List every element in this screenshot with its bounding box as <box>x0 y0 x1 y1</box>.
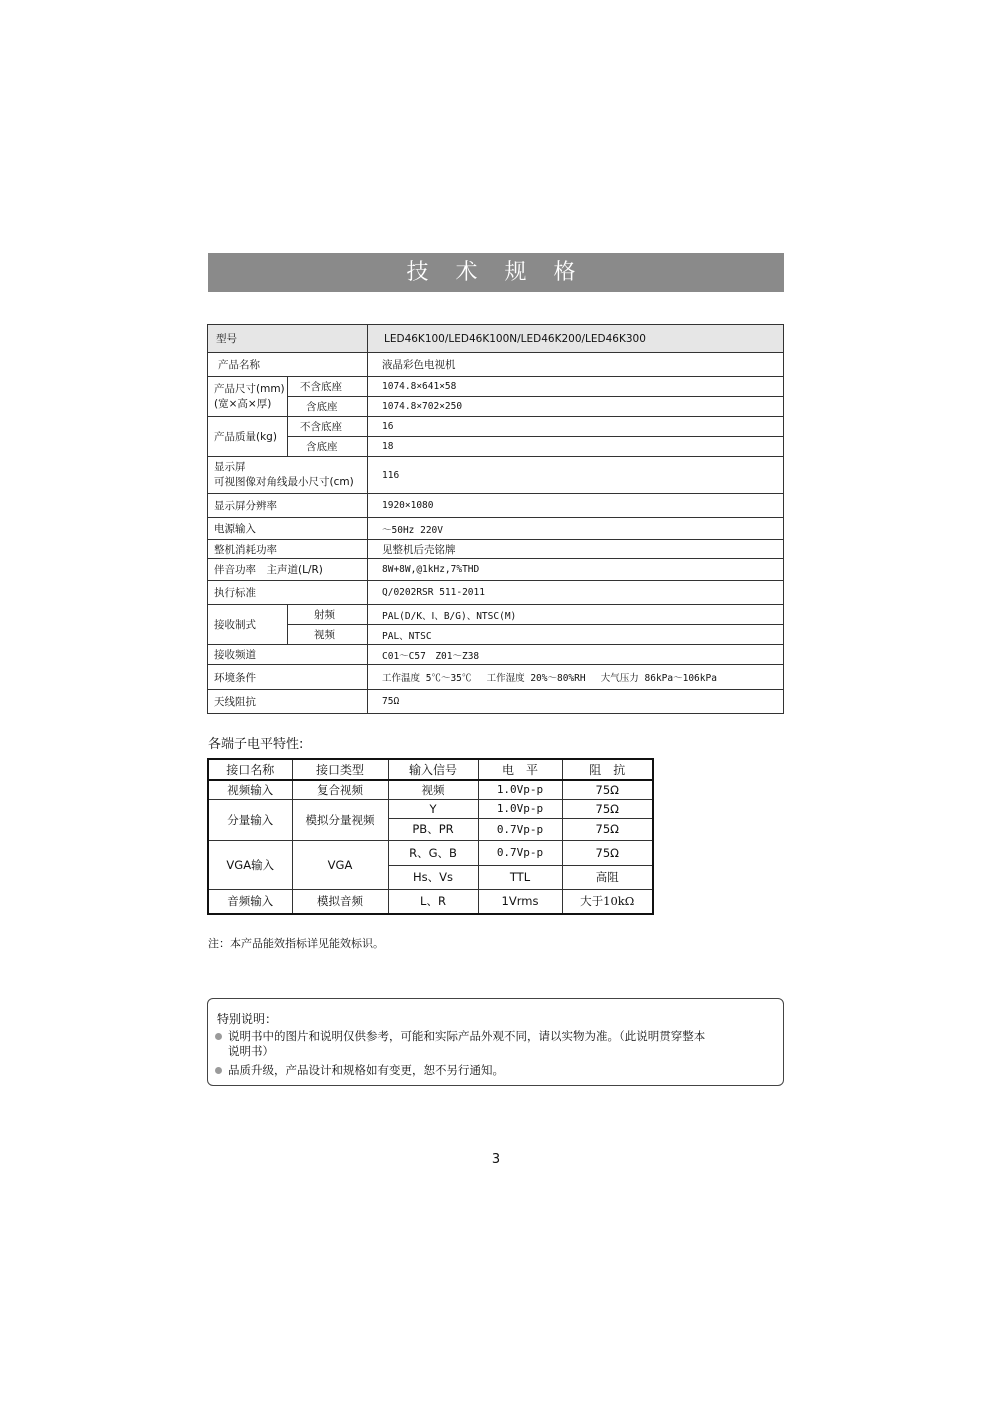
table-row <box>208 457 784 494</box>
model-label: 型号 <box>208 325 368 353</box>
mass-with-base-label: 含底座 <box>288 437 368 457</box>
size-label <box>208 377 288 417</box>
video-label: 视频 <box>288 625 368 645</box>
channel-value: C01～C57 Z01～Z38 <box>368 645 784 665</box>
port-vga-input: VGA输入 <box>208 840 292 889</box>
mass-with-base-value: 18 <box>368 437 784 457</box>
size-no-base-value: 1074.8×641×58 <box>368 377 784 397</box>
special-notice-title: 特别说明： <box>217 1012 278 1026</box>
table-row <box>208 325 784 353</box>
size-with-base-label: 含底座 <box>288 397 368 417</box>
receive-system-label: 接收制式 <box>208 605 288 645</box>
size-with-base-value: 1074.8×702×250 <box>368 397 784 417</box>
terminal-heading: 各端子电平特性: <box>208 737 304 752</box>
level-1vrms: 1Vrms <box>478 889 562 914</box>
notice-item <box>214 1063 788 1078</box>
video-value: PAL、NTSC <box>368 625 784 645</box>
impedance-75: 75Ω <box>562 840 653 865</box>
header-impedance: 阻 抗 <box>562 759 653 780</box>
resolution-label: 显示屏分辨率 <box>208 494 368 518</box>
consumption-label: 整机消耗功率 <box>208 540 368 559</box>
level-1vpp: 1.0Vp-p <box>478 799 562 818</box>
header-input-signal: 输入信号 <box>388 759 478 780</box>
size-label-line1: 产品尺寸(mm) <box>214 382 285 395</box>
special-notice-box <box>207 998 784 1086</box>
mass-no-base-value: 16 <box>368 417 784 437</box>
table-header-row <box>208 759 653 780</box>
resolution-value: 1920×1080 <box>368 494 784 518</box>
product-name-label: 产品名称 <box>208 353 368 377</box>
level-07vpp: 0.7Vp-p <box>478 840 562 865</box>
header-level: 电 平 <box>478 759 562 780</box>
level-07vpp: 0.7Vp-p <box>478 818 562 840</box>
notice-item <box>214 1029 788 1059</box>
consumption-value: 见整机后壳铭牌 <box>368 540 784 559</box>
level-1vpp: 1.0Vp-p <box>478 780 562 799</box>
screen-value: 116 <box>368 457 784 494</box>
table-row <box>208 353 784 377</box>
signal-y: Y <box>388 799 478 818</box>
table-row <box>208 645 784 665</box>
screen-label-line2: 可视图像对角线最小尺寸(cm) <box>214 476 354 488</box>
environment-label: 环境条件 <box>208 665 368 690</box>
audio-power-label: 伴音功率 主声道(L/R) <box>208 559 368 581</box>
antenna-label: 天线阻抗 <box>208 690 368 714</box>
type-analog-audio: 模拟音频 <box>292 889 388 914</box>
table-row <box>208 518 784 540</box>
terminal-table <box>207 758 654 915</box>
type-analog-component: 模拟分量视频 <box>292 799 388 840</box>
table-row <box>208 690 784 714</box>
mass-label: 产品质量(kg) <box>208 417 288 457</box>
signal-rgb: R、G、B <box>388 840 478 865</box>
table-row <box>208 559 784 581</box>
notice-item-1-line2: 说明书） <box>228 1044 274 1058</box>
size-no-base-label: 不含底座 <box>288 377 368 397</box>
signal-hs-vs: Hs、Vs <box>388 865 478 889</box>
table-row <box>208 799 653 818</box>
antenna-value: 75Ω <box>368 690 784 714</box>
table-row <box>208 417 784 437</box>
page-title: 技 术 规 格 <box>208 253 784 292</box>
table-row <box>208 397 784 417</box>
table-row <box>208 494 784 518</box>
impedance-75: 75Ω <box>562 780 653 799</box>
signal-video: 视频 <box>388 780 478 799</box>
table-row <box>208 840 653 865</box>
table-row <box>208 665 784 690</box>
environment-value: 工作温度 5℃～35℃ 工作湿度 20%～80%RH 大气压力 86kPa～106kPa <box>368 665 784 690</box>
table-row <box>208 889 653 914</box>
energy-note: 注：本产品能效指标详见能效标识。 <box>208 937 384 950</box>
screen-label-line1: 显示屏 <box>214 461 246 473</box>
signal-lr: L、R <box>388 889 478 914</box>
standard-value: Q/0202RSR 511-2011 <box>368 581 784 605</box>
table-row <box>208 625 784 645</box>
product-name-value: 液晶彩色电视机 <box>368 353 784 377</box>
header-port-type: 接口类型 <box>292 759 388 780</box>
size-label-line2: (宽×高×厚) <box>214 397 272 410</box>
impedance-75: 75Ω <box>562 818 653 840</box>
impedance-75: 75Ω <box>562 799 653 818</box>
impedance-10k: 大于10kΩ <box>562 889 653 914</box>
channel-label: 接收频道 <box>208 645 368 665</box>
port-audio-input: 音频输入 <box>208 889 292 914</box>
table-row <box>208 605 784 625</box>
notice-item-1-line1: 说明书中的图片和说明仅供参考，可能和实际产品外观不同，请以实物为准。（此说明贯穿整本 <box>228 1029 706 1043</box>
model-value: LED46K100/LED46K100N/LED46K200/LED46K300 <box>368 325 784 353</box>
screen-label <box>208 457 368 494</box>
rf-value: PAL(D/K、Ⅰ、B/G)、NTSC(M) <box>368 605 784 625</box>
power-input-label: 电源输入 <box>208 518 368 540</box>
rf-label: 射频 <box>288 605 368 625</box>
impedance-high: 高阻 <box>562 865 653 889</box>
level-ttl: TTL <box>478 865 562 889</box>
port-component-input: 分量输入 <box>208 799 292 840</box>
header-port-name: 接口名称 <box>208 759 292 780</box>
spec-table <box>207 324 784 714</box>
table-row <box>208 780 653 799</box>
notice-item-2: 品质升级，产品设计和规格如有变更，恕不另行通知。 <box>228 1063 504 1077</box>
table-row <box>208 437 784 457</box>
type-composite: 复合视频 <box>292 780 388 799</box>
table-row <box>208 377 784 397</box>
port-video-input: 视频输入 <box>208 780 292 799</box>
mass-no-base-label: 不含底座 <box>288 417 368 437</box>
type-vga: VGA <box>292 840 388 889</box>
bullet-dot-icon <box>215 1033 222 1040</box>
table-row <box>208 540 784 559</box>
signal-pb-pr: PB、PR <box>388 818 478 840</box>
page-number: 3 <box>491 1152 501 1167</box>
bullet-dot-icon <box>215 1067 222 1074</box>
table-row <box>208 581 784 605</box>
audio-power-value: 8W+8W,@1kHz,7%THD <box>368 559 784 581</box>
power-input-value: ～50Hz 220V <box>368 518 784 540</box>
standard-label: 执行标准 <box>208 581 368 605</box>
